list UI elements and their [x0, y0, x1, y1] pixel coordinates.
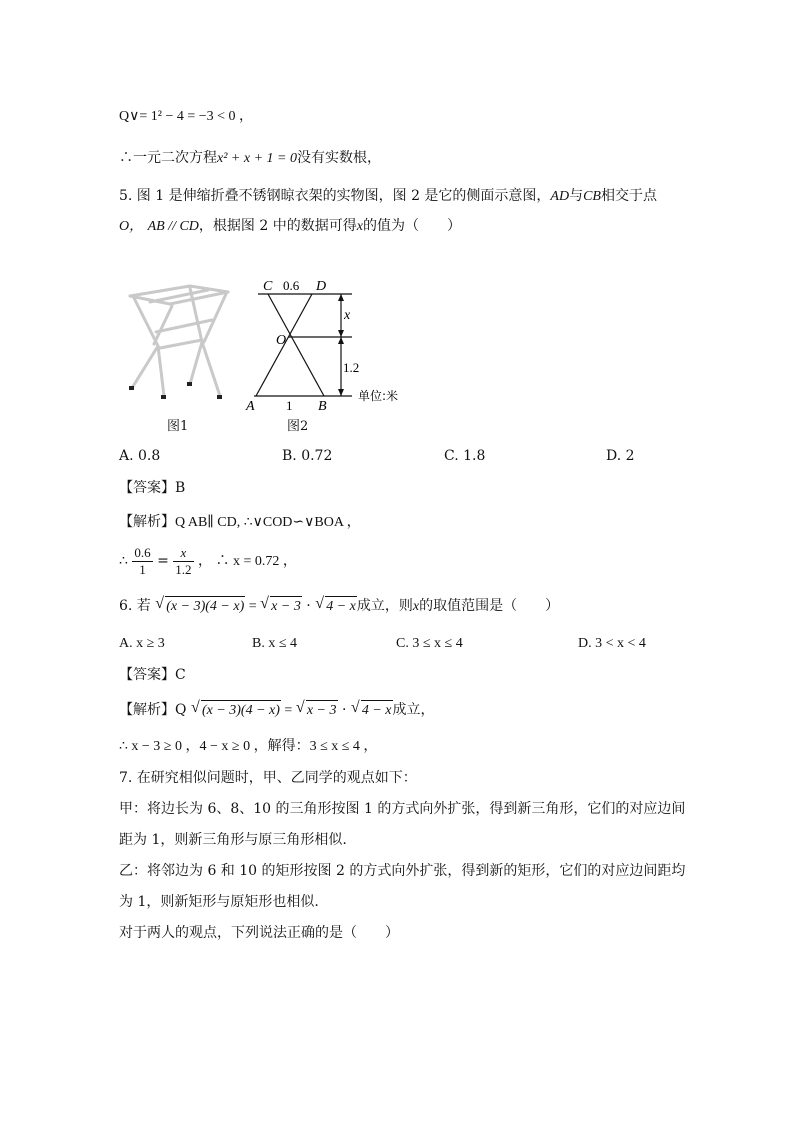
radical-3: √ 4 − x [351, 700, 393, 721]
q6-option-d: D. 3 < x < 4 [578, 636, 646, 651]
q5-explanation-line-2 [119, 544, 297, 579]
q5-cb: CB [583, 189, 601, 204]
q7-line-5: 为 1，则新矩形与原矩形也相似. [119, 894, 319, 910]
figure-1-caption: 图1 [167, 419, 189, 434]
q5-x: x [356, 219, 363, 234]
q6-explanation-line-2 [119, 736, 377, 757]
radicand-2: x − 3 [306, 700, 338, 721]
radical-3: √ 4 − x [315, 596, 357, 617]
question-5-line-2 [119, 216, 461, 237]
radical-2: √ x − 3 [260, 596, 302, 617]
dot: · [301, 598, 316, 614]
label-ab-length: 1 [286, 398, 293, 413]
result-statement: ， ∴ x = 0.72 ， [197, 554, 297, 569]
q6-option-a: A. x ≥ 3 [119, 636, 165, 651]
question-5-line-1 [119, 186, 657, 207]
explanation-tag: 【解析】 [119, 514, 175, 530]
reason-line [119, 106, 253, 127]
fraction-right [173, 545, 193, 578]
because-symbol: Q [175, 702, 187, 718]
equals: = [245, 599, 261, 614]
figure-2-caption: 图2 [287, 419, 309, 434]
fraction-left [132, 545, 152, 578]
q5-text-e: 相交于点 [600, 188, 657, 204]
drying-rack-photo [120, 276, 235, 408]
label-o: O [276, 333, 287, 348]
radicand-3: 4 − x [361, 700, 393, 721]
equation: x² + x + 1 = 0 [217, 151, 297, 166]
q5-parallel: AB // CD [147, 219, 199, 234]
q6-option-b: B. x ≤ 4 [252, 636, 298, 651]
equals-sign: = [157, 553, 169, 569]
q6-solution: ∴ x − 3 ≥ 0 ，4 − x ≥ 0 ，解得：3 ≤ x ≤ 4 ， [119, 739, 378, 754]
radicand-2: x − 3 [270, 596, 302, 617]
q5-option-a: A. 0.8 [119, 448, 161, 464]
q5-option-d: D. 2 [606, 448, 635, 464]
q7-line-3: 距为 1，则新三角形与原三角形相似. [119, 832, 347, 848]
radicand-3: 4 − x [325, 596, 357, 617]
radicand-1: (x − 3)(4 − x) [201, 700, 281, 721]
conclusion-prefix: ∴一元二次方程 [119, 150, 217, 166]
label-b: B [318, 399, 327, 414]
denominator: 1 [139, 561, 146, 577]
q7-line-2: 甲：将边长为 6、8、10 的三角形按图 1 的方式向外扩张，得到新三角形，它们的对应边间 [119, 801, 686, 817]
q5-text-a: 5. 图 1 是伸缩折叠不锈钢晾衣架的实物图，图 2 是它的侧面示意图， [119, 188, 551, 204]
q5-answer: 【答案】B [119, 480, 186, 496]
radical-1: √ (x − 3)(4 − x) [155, 596, 245, 617]
radical-1: √ (x − 3)(4 − x) [191, 700, 281, 721]
q6-prefix: 6. 若 [119, 598, 151, 614]
q6-post: 成立，则 [356, 598, 413, 614]
q7-line-6: 对于两人的观点，下列说法正确的是（ ） [119, 925, 399, 941]
radicand-1: (x − 3)(4 − x) [165, 596, 245, 617]
q7-line-4: 乙：将邻边为 6 和 10 的矩形按图 2 的方式向外扩张，得到新的矩形，它们的对应边间距均 [119, 863, 686, 879]
q6-post2: 的取值范围是（ ） [419, 598, 560, 614]
q5-text-c: 与 [569, 188, 584, 204]
conclusion-suffix: 没有实数根， [296, 150, 381, 166]
therefore-symbol: ∴ [119, 553, 128, 569]
q6-answer: 【答案】C [119, 667, 186, 683]
label-x: x [344, 308, 351, 323]
q5-explanation-line-1 [119, 512, 361, 533]
label-a: A [246, 399, 255, 414]
q5-option-c: C. 1.8 [444, 448, 486, 464]
discriminant-expression: Q∨= 1² − 4 = −3 < 0 ， [119, 109, 254, 124]
q5-text-j: 的值为（ ） [362, 218, 461, 234]
label-cd-length: 0.6 [283, 278, 300, 293]
q6-option-c: C. 3 ≤ x ≤ 4 [396, 636, 463, 651]
q5-point-o: O， [119, 219, 144, 234]
numerator: 0.6 [134, 544, 151, 560]
denominator: 1.2 [175, 561, 192, 577]
q6-expl-post: 成立， [392, 702, 435, 718]
q6-explanation-line-1 [119, 700, 435, 721]
unit-label: 单位:米 [358, 389, 399, 403]
radical-2: √ x − 3 [296, 700, 338, 721]
label-c: C [263, 279, 273, 294]
side-view-diagram [240, 272, 400, 417]
question-6 [119, 596, 559, 617]
label-d: D [316, 279, 327, 294]
q5-option-b: B. 0.72 [282, 448, 333, 464]
q5-text-h: ，根据图 2 中的数据可得 [198, 218, 357, 234]
equals: = [280, 703, 296, 718]
explanation-tag: 【解析】 [119, 702, 175, 718]
similarity-statement: Q AB∥ CD, ∴∨COD∽∨BOA ， [175, 515, 361, 530]
conclusion-line [119, 148, 381, 169]
q6-x: x [412, 599, 420, 614]
label-1-2: 1.2 [343, 360, 360, 375]
dot: · [337, 702, 351, 718]
numerator: x [173, 545, 193, 562]
q5-ad: AD [550, 189, 570, 204]
q7-line-1: 7. 在研究相似问题时，甲、乙同学的观点如下： [119, 770, 417, 786]
